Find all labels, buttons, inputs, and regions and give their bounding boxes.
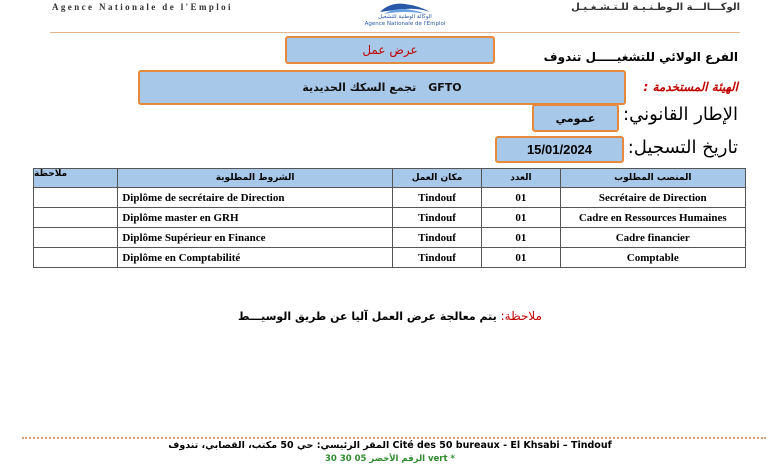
header-note: ملاحظة [34,169,118,188]
footer-address: المقر الرئيسي: حي 50 مكتب، القصابي، تندوف Cité des 50 bureaux - El Khsabi – Tindouf [168,440,612,451]
cell-note [34,208,118,228]
cell-place: Tindouf [392,208,481,228]
employer-name: تجمع السكك الحديدية [302,81,417,94]
cell-position: Comptable [560,248,745,268]
cell-position: Cadre financier [560,228,745,248]
header-divider [50,32,740,33]
cell-count: 01 [482,188,560,208]
registration-date-label: تاريخ التسجيل: [627,137,738,158]
note-label: ملاحظة: [500,309,542,323]
footer-green-number: الرقم الأخضر 05 30 30 vert * [325,454,455,464]
cell-conditions: Diplôme de secrétaire de Direction [118,188,392,208]
cell-note [34,228,118,248]
table-row [34,188,746,208]
logo-text-ar: الوكالة الوطنية للتشغيل [378,14,432,20]
cell-conditions: Diplôme master en GRH [118,208,392,228]
header-place: مكان العمل [392,169,481,188]
header-conditions: الشروط المطلوبة [118,169,392,188]
header-count: العدد [482,169,560,188]
cell-place: Tindouf [392,248,481,268]
cell-conditions: Diplôme Supérieur en Finance [118,228,392,248]
agency-name-fr: Agence Nationale de l'Emploi [52,2,233,12]
cell-count: 01 [482,248,560,268]
table-row [34,248,746,268]
table-row [34,228,746,248]
table-header-row [34,169,746,188]
cell-count: 01 [482,208,560,228]
processing-note [0,309,780,323]
cell-note [34,188,118,208]
cell-note [34,248,118,268]
cell-conditions: Diplôme en Comptabilité [118,248,392,268]
table-row [34,208,746,228]
agency-name-ar: الوكـــالـــة الـوطـنـيـة للـتـشـغـيـل [571,2,740,13]
cell-count: 01 [482,228,560,248]
registration-date-value: 15/01/2024 [495,136,624,163]
cell-place: Tindouf [392,188,481,208]
cell-position: Secrétaire de Direction [560,188,745,208]
legal-framework-value: عمومي [532,104,619,132]
note-text: يتم معالجة عرض العمل آليا عن طريق الوسيـــط [238,310,497,323]
offer-title: عرض عمل [285,36,495,64]
employer-code: GFTO [428,81,462,94]
cell-place: Tindouf [392,228,481,248]
job-offers-table [33,168,746,268]
legal-framework-label: الإطار القانوني: [623,104,738,125]
employer-label: الهيئة المستخدمة : [643,80,738,94]
employer-box [138,70,626,105]
logo-text-fr: Agence Nationale de l'Emploi [364,21,446,27]
branch-name: الفرع الولائي للتشغيـــــل تندوف [543,50,738,64]
footer-divider [22,437,766,439]
header-position: المنصب المطلوب [560,169,745,188]
cell-position: Cadre en Ressources Humaines [560,208,745,228]
